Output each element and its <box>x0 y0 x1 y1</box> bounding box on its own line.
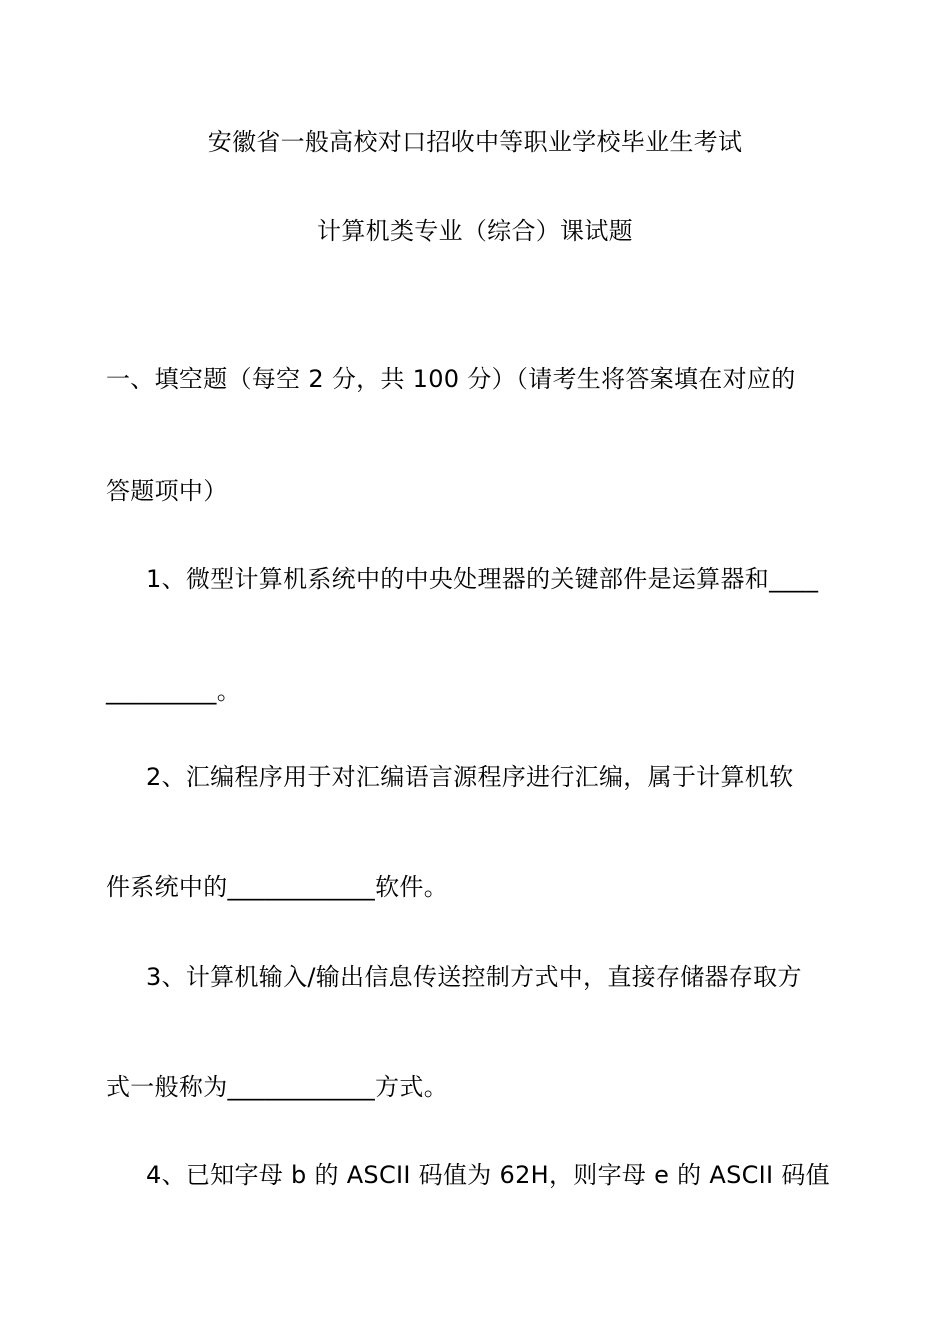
question-4: 4、已知字母 b 的 ASCII 码值为 62H，则字母 e 的 ASCII 码值 <box>146 1161 830 1189</box>
question-3: 3、计算机输入/输出信息传送控制方式中，直接存储器存取方 <box>146 963 802 991</box>
question-2: 2、汇编程序用于对汇编语言源程序进行汇编，属于计算机软 <box>146 763 794 791</box>
document-title: 安徽省一般高校对口招收中等职业学校毕业生考试 <box>207 128 743 156</box>
question-1-continued: _________。 <box>106 677 241 705</box>
document-subtitle: 计算机类专业（综合）课试题 <box>317 217 633 245</box>
section-heading-continued: 答题项中） <box>106 477 228 505</box>
section-heading: 一、填空题（每空 2 分，共 100 分）（请考生将答案填在对应的 <box>106 365 796 393</box>
question-2-continued: 件系统中的____________软件。 <box>106 873 448 901</box>
question-1: 1、微型计算机系统中的中央处理器的关键部件是运算器和____ <box>146 565 819 593</box>
question-3-continued: 式一般称为____________方式。 <box>106 1073 448 1101</box>
